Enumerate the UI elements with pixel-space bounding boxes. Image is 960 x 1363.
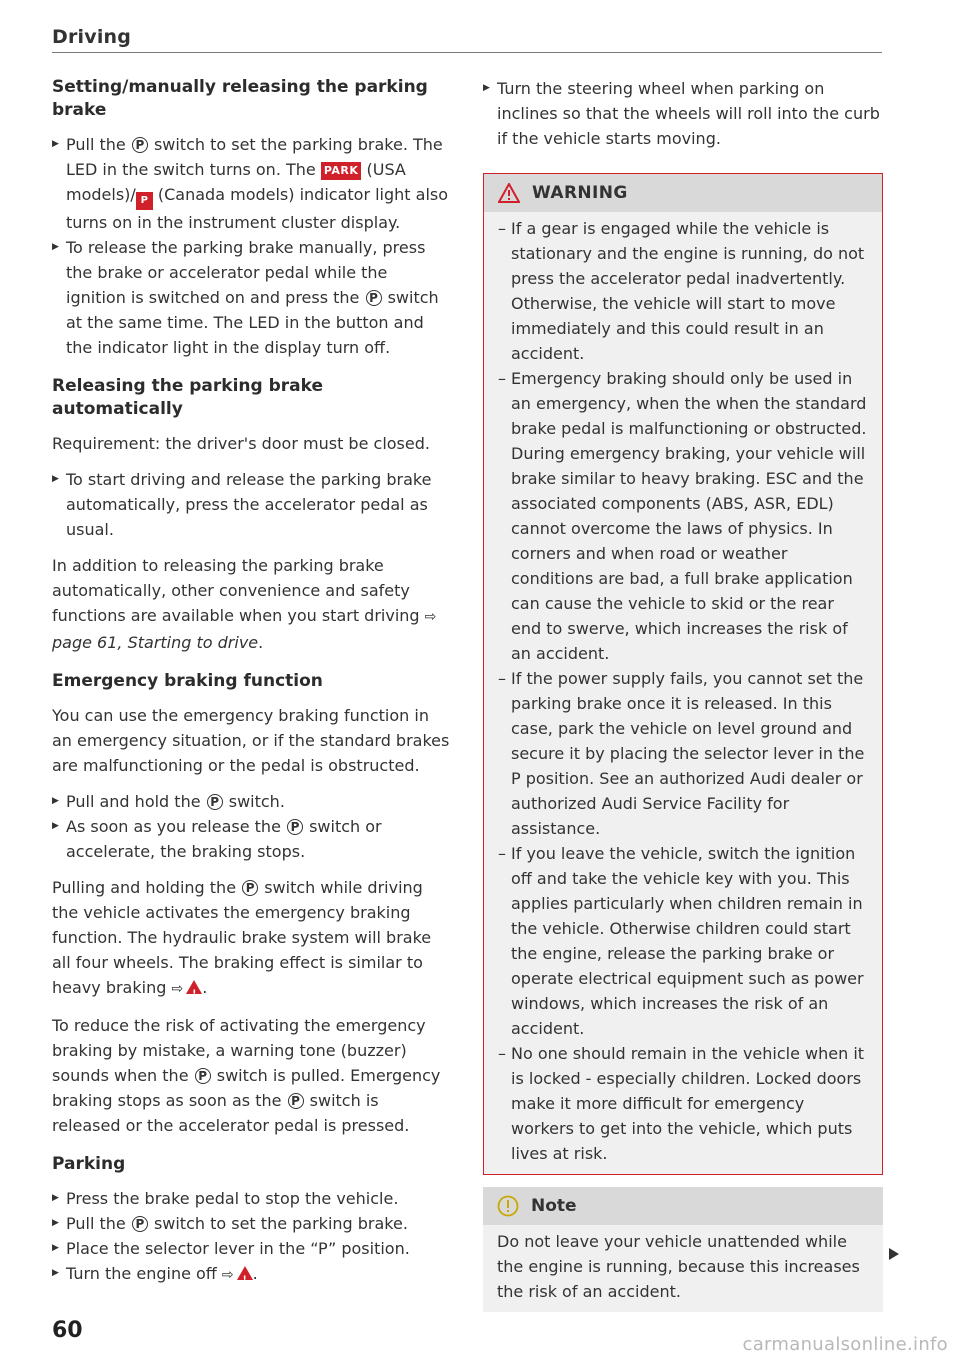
- parking-brake-switch-icon: P: [207, 794, 223, 810]
- step-item: ▶ Turn the steering wheel when parking on inclines so that the wheels will roll into the curb if the vehicle starts moving.: [483, 76, 883, 151]
- step-item: ▶ Turn the engine off ⇨! .: [52, 1261, 452, 1288]
- warning-box: [483, 173, 883, 1175]
- steps-setting-releasing: [52, 132, 452, 360]
- parking-brake-switch-icon: P: [132, 1216, 148, 1232]
- warning-header: [484, 174, 882, 212]
- reference-arrow-icon: ⇨: [424, 609, 437, 625]
- left-column: [52, 76, 452, 1299]
- warning-label: WARNING: [532, 182, 628, 203]
- steps-releasing-auto: [52, 467, 452, 542]
- warning-item: – No one should remain in the vehicle when it is locked - especially children. Locked doors make it more difficult for emergency workers to get into the vehicle, which puts lives at risk.: [498, 1041, 868, 1166]
- parking-brake-switch-icon: P: [288, 1093, 304, 1109]
- page-number: 60: [52, 1318, 83, 1343]
- page-header: [52, 26, 882, 53]
- reference-arrow-icon: ⇨: [171, 981, 184, 997]
- parking-brake-switch-icon: P: [287, 819, 303, 835]
- parking-brake-switch-icon: P: [366, 290, 382, 306]
- step-item: ▶ To start driving and release the parking brake automatically, press the accelerator pedal as usual.: [52, 467, 452, 542]
- steps-emergency: [52, 789, 452, 864]
- step-item: ▶ Pull and hold the P switch.: [52, 789, 452, 814]
- park-indicator-icon: PARK: [321, 162, 362, 180]
- paragraph-emergency-activation: Pulling and holding the P switch while driving the vehicle activates the emergency braking function. The hydraulic brake system will brake all four wheels. The braking effect is similar to heavy braking ⇨! .: [52, 875, 452, 1002]
- paragraph-emergency-intro: You can use the emergency braking function in an emergency situation, or if the standard brakes are malfunctioning or the pedal is obstructed.: [52, 706, 450, 775]
- heading-releasing-auto: Releasing the parking brake automatically: [52, 376, 324, 419]
- continue-arrow-icon: [889, 1248, 899, 1260]
- right-column: [483, 76, 883, 1312]
- warning-list: [498, 216, 868, 1166]
- paragraph-emergency-buzzer: To reduce the risk of activating the emergency braking by mistake, a warning tone (buzzer) sounds when the P switch is pulled. Emergency braking stops as soon as the P switch is released or the accelerator pedal is pressed.: [52, 1016, 441, 1135]
- requirement-text: Requirement: the driver's door must be closed.: [52, 434, 430, 453]
- section-title: Driving: [52, 26, 132, 48]
- step-item: ▶ Pull the P switch to set the parking brake.: [52, 1211, 452, 1236]
- step-item: ▶ To release the parking brake manually, press the brake or accelerator pedal while the ignition is switched on and press the P switch at the same time. The LED in the button and the indicator light in the display turn off.: [52, 235, 452, 360]
- warning-triangle-icon: [186, 980, 202, 994]
- parking-brake-switch-icon: P: [132, 137, 148, 153]
- warning-item: – If you leave the vehicle, switch the ignition off and take the vehicle key with you. This applies particularly when children remain in the vehicle. Otherwise children could start the engine, release the parking brake or operate electrical equipment such as power windows, which increases the risk of an accident.: [498, 841, 868, 1041]
- watermark-text: carmanualsonline.info: [742, 1334, 948, 1355]
- warning-triangle-icon: [237, 1266, 253, 1280]
- reference-arrow-icon: ⇨: [221, 1267, 234, 1283]
- note-box: [483, 1187, 883, 1312]
- warning-item: – Emergency braking should only be used in an emergency, when the when the standard brake pedal is malfunctioning or obstructed. During emergency braking, your vehicle will brake similar to heavy braking. ESC and the associated components (ABS, ASR, EDL) cannot overcome the laws of physics. In corners and when road or weather conditions are bad, a full brake application can cause the vehicle to skid or the rear end to swerve, which increases the risk of an accident.: [498, 366, 868, 666]
- step-item: ▶ Press the brake pedal to stop the vehicle.: [52, 1186, 452, 1211]
- exclamation-circle-icon: [497, 1195, 519, 1217]
- steps-parking: [52, 1186, 452, 1288]
- heading-parking: Parking: [52, 1154, 126, 1174]
- warning-triangle-icon: [498, 183, 520, 203]
- cross-reference-link[interactable]: page 61, Starting to drive: [52, 633, 259, 652]
- warning-item: – If the power supply fails, you cannot set the parking brake once it is released. In this case, park the vehicle on level ground and secure it by placing the selector lever in the P position. See an authorized Audi dealer or authorized Audi Service Facility for assistance.: [498, 666, 868, 841]
- heading-setting-releasing: Setting/manually releasing the parking brake: [52, 77, 428, 120]
- paragraph-auto-release: In addition to releasing the parking brake automatically, other convenience and safety functions are available when you start driving ⇨ page 61, Starting to drive.: [52, 556, 437, 652]
- note-label: Note: [531, 1195, 577, 1216]
- note-header: [483, 1187, 883, 1225]
- steps-incline: [483, 76, 883, 151]
- warning-body: [484, 212, 882, 1174]
- step-item: ▶ As soon as you release the P switch or accelerate, the braking stops.: [52, 814, 452, 864]
- parking-brake-indicator-icon: P: [136, 192, 153, 210]
- step-item: ▶ Place the selector lever in the “P” position.: [52, 1236, 452, 1261]
- warning-item: – If a gear is engaged while the vehicle is stationary and the engine is running, do not press the accelerator pedal inadvertently. Otherwise, the vehicle will start to move immediately and this could result in an accident.: [498, 216, 868, 366]
- heading-emergency-braking: Emergency braking function: [52, 671, 323, 691]
- parking-brake-switch-icon: P: [195, 1068, 211, 1084]
- parking-brake-switch-icon: P: [242, 880, 258, 896]
- step-item: ▶ Pull the P switch to set the parking brake. The LED in the switch turns on. The PARK (USA models)/ P (Canada models) indicator light also turns on in the instrument cluster display.: [52, 132, 452, 235]
- note-text: Do not leave your vehicle unattended while the engine is running, because this increases the risk of an accident.: [497, 1232, 860, 1301]
